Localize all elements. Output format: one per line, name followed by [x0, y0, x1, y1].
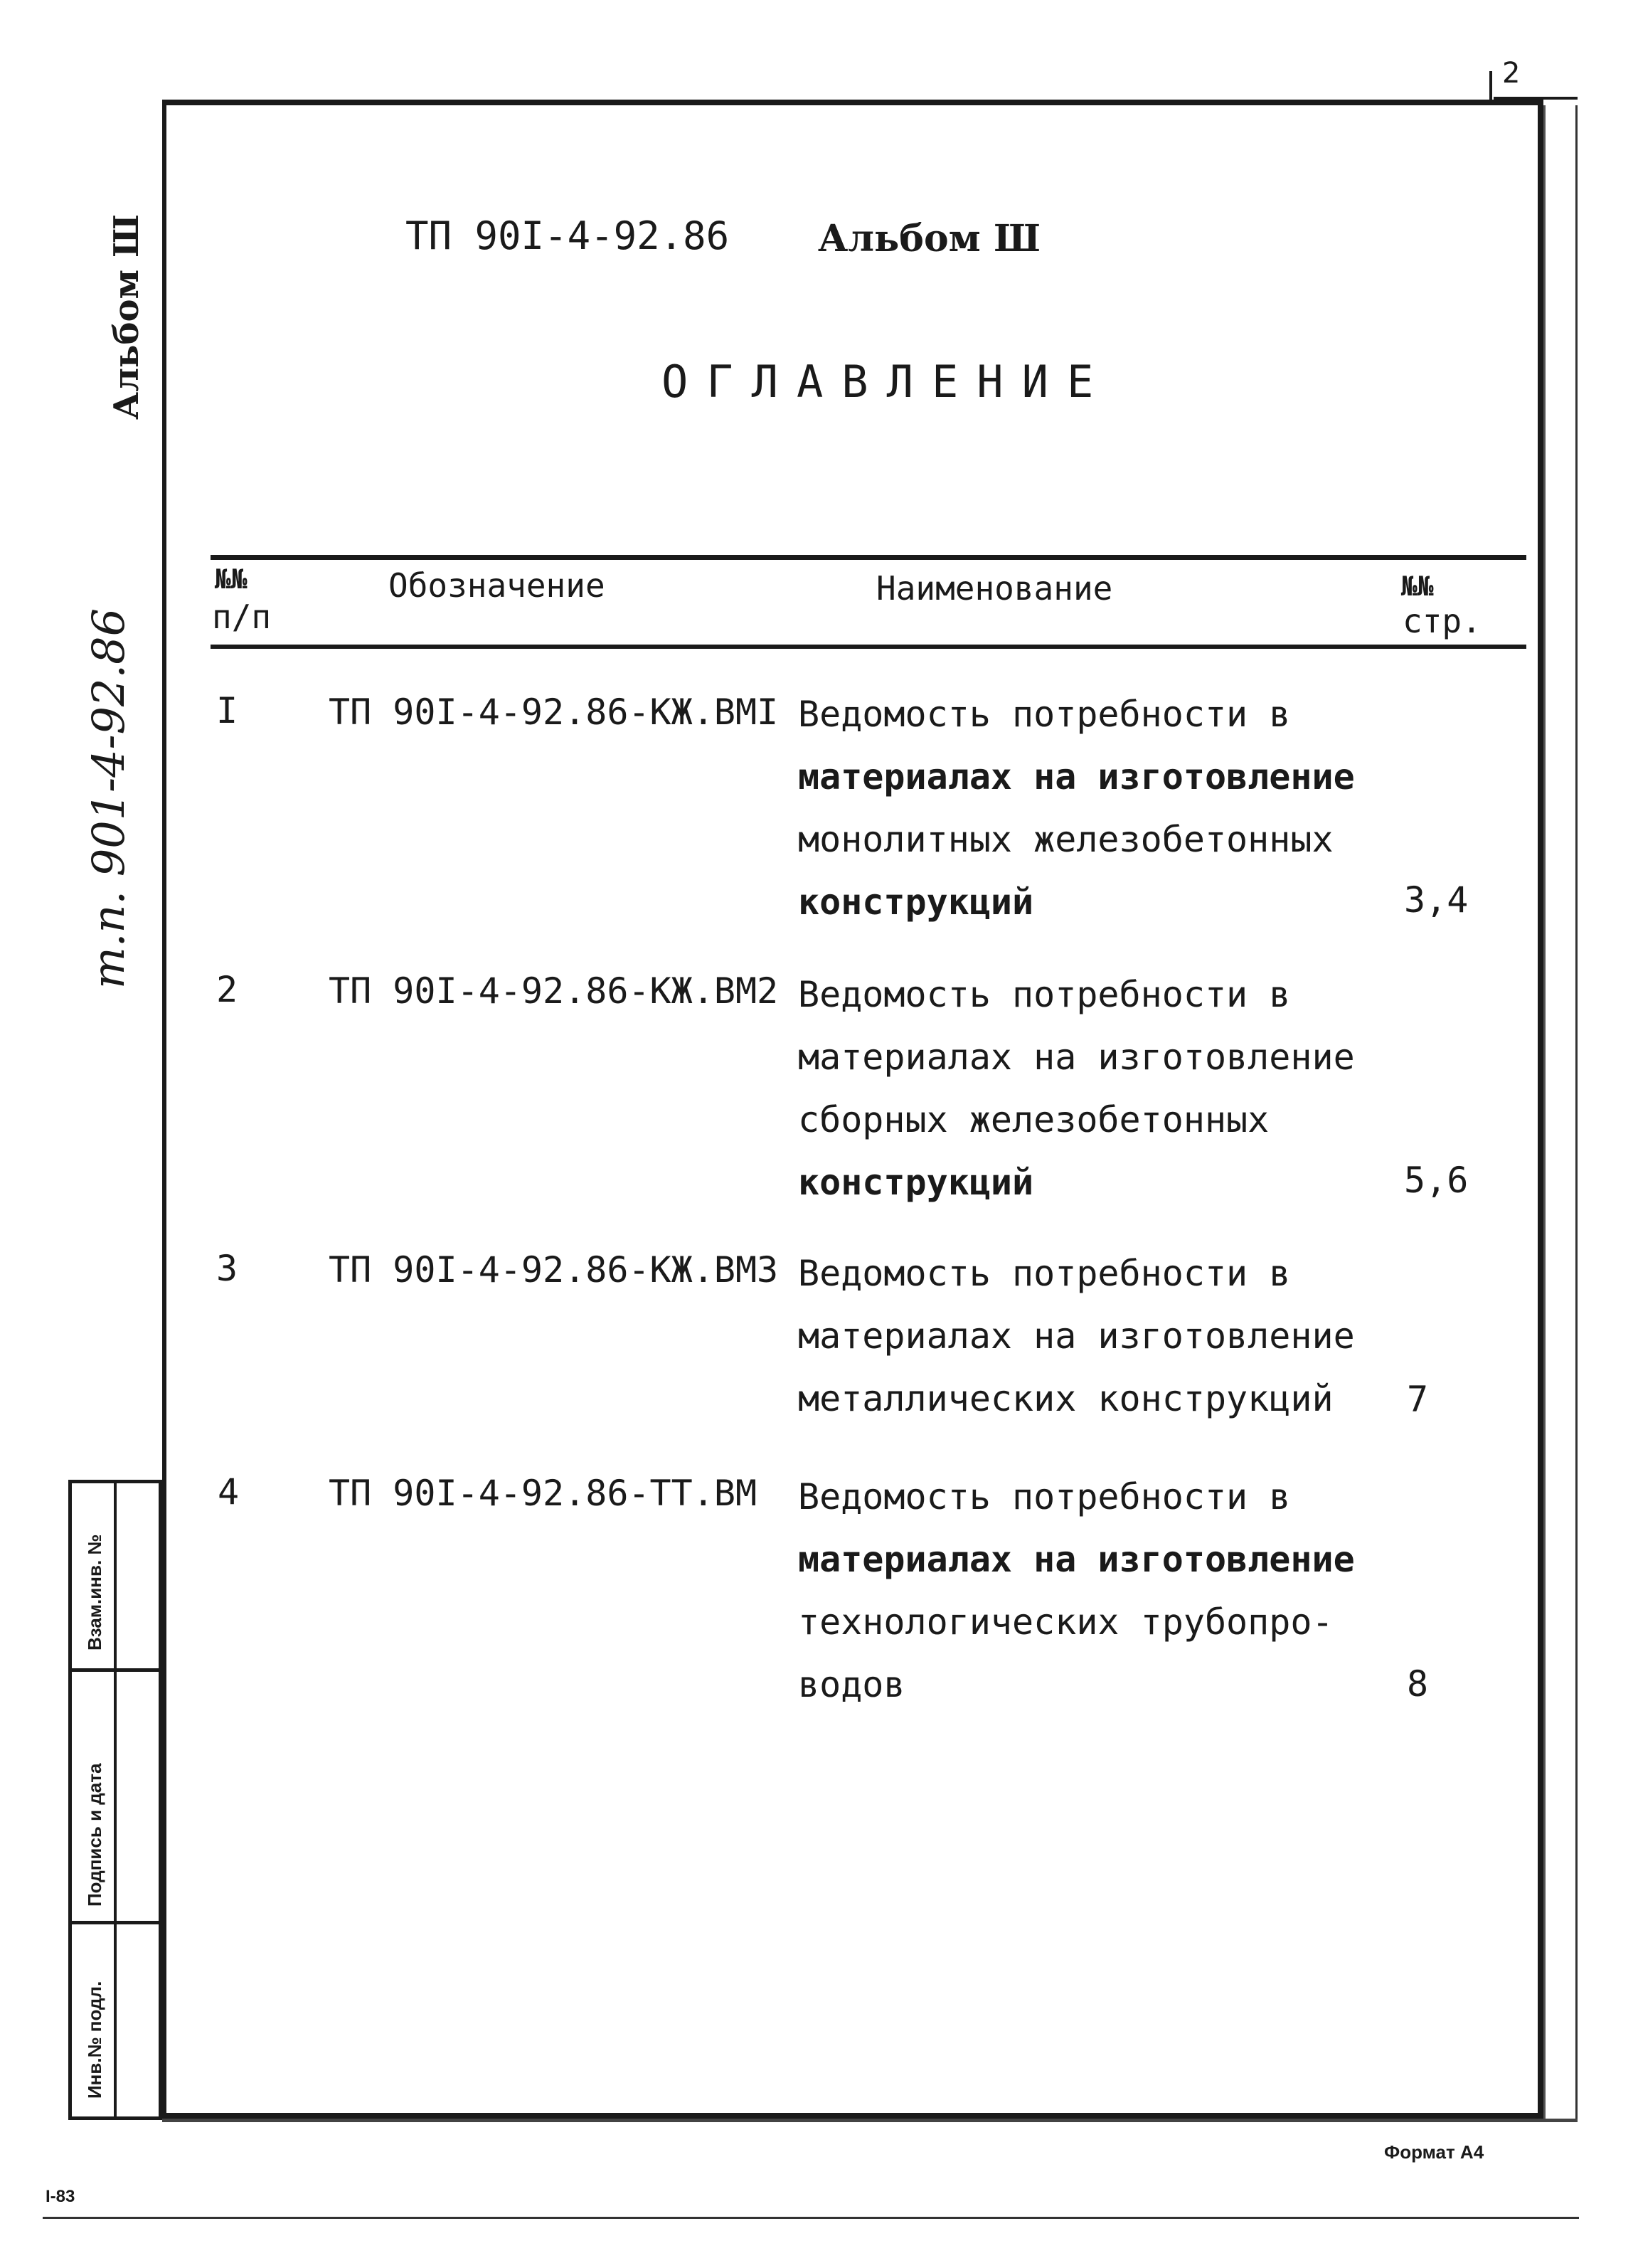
- row-pages: 8: [1407, 1663, 1429, 1705]
- col-num-line1: №№: [215, 563, 248, 595]
- col-page-line1: №№: [1401, 571, 1434, 602]
- row-pages: 3,4: [1404, 879, 1469, 921]
- row-num: 4: [218, 1471, 240, 1512]
- stamp-divider: [114, 1480, 117, 1672]
- row-name-line: конструкций: [798, 881, 1034, 923]
- row-pages: 5,6: [1404, 1160, 1469, 1201]
- handwritten-code: т.п. 901-4-92.86: [83, 608, 134, 989]
- row-designation: ТП 90I-4-92.86-КЖ.ВМ2: [329, 970, 779, 1012]
- sheet-code: I-83: [46, 2187, 75, 2206]
- row-name-line: Ведомость потребности в: [798, 1476, 1291, 1517]
- frame-bottom-shadow: [162, 2119, 1578, 2122]
- row-pages: 7: [1407, 1379, 1429, 1420]
- row-name-line: монолитных железобетонных: [798, 819, 1334, 860]
- row-designation: ТП 90I-4-92.86-КЖ.ВМ3: [329, 1249, 779, 1291]
- stamp-inv-replace: Взам.инв. №: [84, 1534, 105, 1650]
- row-name-line: конструкций: [798, 1162, 1034, 1203]
- format-label: Формат А4: [1384, 2141, 1484, 2163]
- corner-mark: 2: [1502, 57, 1521, 90]
- row-num: 2: [216, 969, 238, 1010]
- row-name-line: Ведомость потребности в: [798, 974, 1291, 1015]
- table-header-top-rule: [211, 555, 1526, 560]
- stamp-sign-date: Подпись и дата: [84, 1763, 105, 1907]
- row-name-line: Ведомость потребности в: [798, 694, 1291, 735]
- row-num: 3: [216, 1248, 238, 1289]
- col-page-line2: стр.: [1403, 602, 1482, 640]
- row-name-line: водов: [798, 1664, 905, 1705]
- album-vertical-label: Альбом Ш: [107, 214, 147, 420]
- stamp-divider: [114, 1668, 117, 1924]
- col-num-line2: п/п: [212, 598, 272, 636]
- row-designation: ТП 90I-4-92.86-ТТ.ВМ: [329, 1473, 757, 1514]
- corner-tick: [1489, 71, 1492, 100]
- row-name: [798, 683, 1355, 933]
- row-name: [798, 1242, 1355, 1430]
- row-name: [798, 1466, 1355, 1716]
- row-name-line: сборных железобетонных: [798, 1099, 1270, 1140]
- row-name-line: материалах на изготовление: [798, 756, 1355, 797]
- row-num: I: [216, 690, 238, 731]
- row-name-line: материалах на изготовление: [798, 1539, 1355, 1580]
- stamp-inv-orig: Инв.№ подл.: [84, 1981, 105, 2099]
- row-designation: ТП 90I-4-92.86-КЖ.ВМI: [329, 691, 779, 733]
- table-header-bottom-rule: [211, 645, 1526, 649]
- row-name-line: Ведомость потребности в: [798, 1253, 1291, 1294]
- frame-right-edge: [1543, 105, 1578, 2119]
- document-code: ТП 90I-4-92.86: [405, 213, 730, 258]
- album-label: Альбом Ш: [818, 217, 1041, 260]
- row-name-line: технологических трубопро-: [798, 1601, 1334, 1643]
- col-designation: Обозначение: [388, 566, 605, 605]
- row-name-line: металлических конструкций: [798, 1378, 1334, 1419]
- stamp-divider: [114, 1921, 117, 2120]
- page-title: ОГЛАВЛЕНИЕ: [661, 356, 1112, 408]
- bottom-cut-line: [43, 2217, 1579, 2219]
- row-name-line: материалах на изготовление: [798, 1037, 1355, 1078]
- row-name-line: материалах на изготовление: [798, 1315, 1355, 1357]
- row-name: [798, 963, 1355, 1214]
- col-name: Наименование: [876, 569, 1113, 608]
